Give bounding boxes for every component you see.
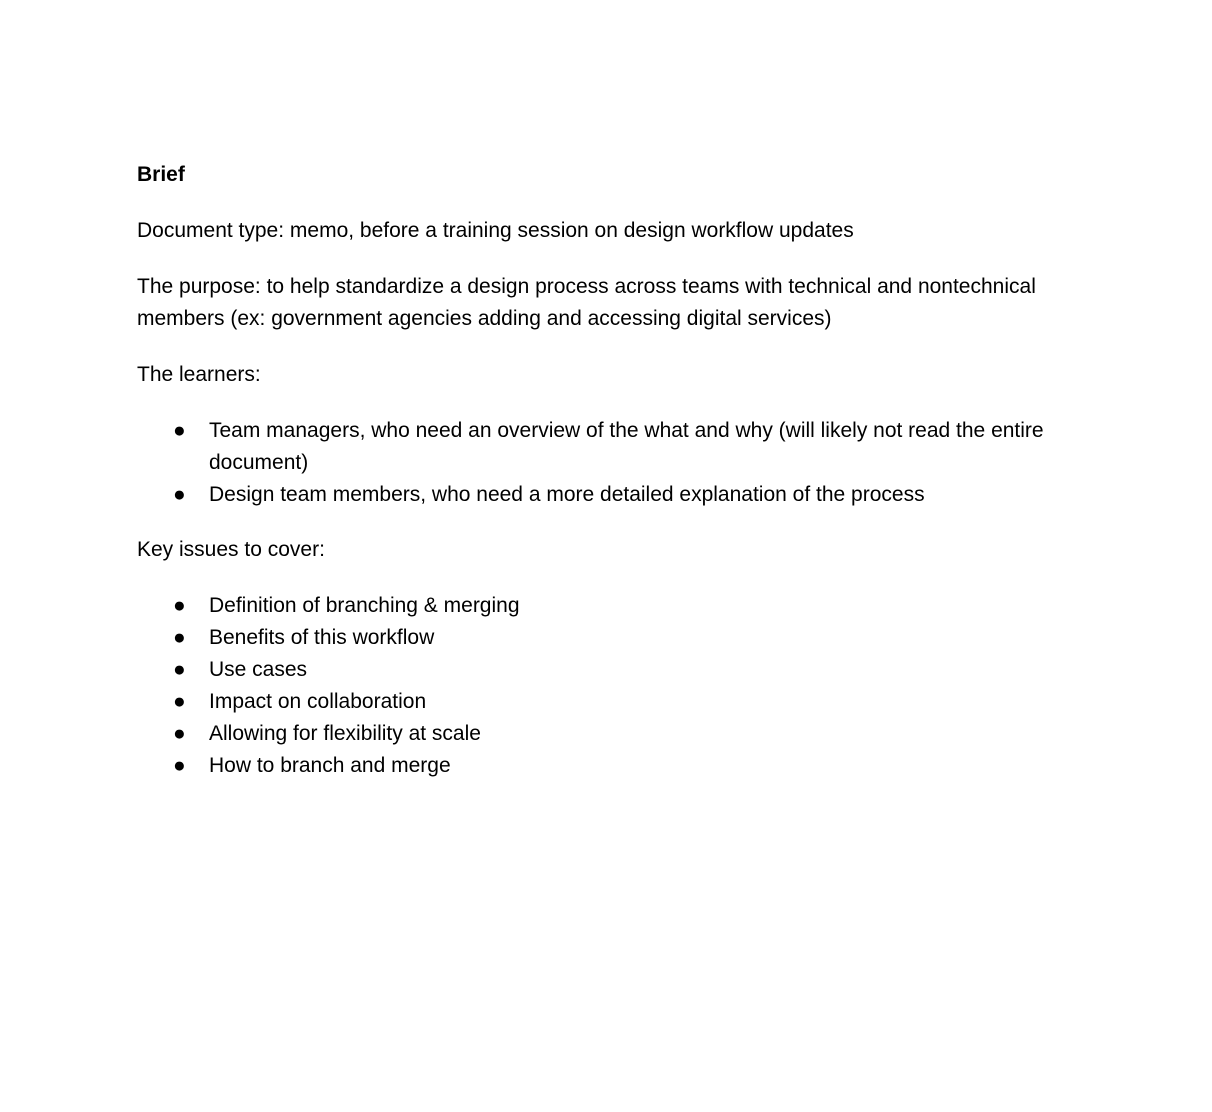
list-item-text: Use cases [209,658,308,681]
list-item [137,415,1057,479]
list-item-text: Design team members, who need a more detailed explanation of the process [209,483,925,506]
list-item-text: Benefits of this workflow [209,626,435,649]
bullet-icon: ● [173,483,186,506]
issues-heading: Key issues to cover: [137,538,325,561]
list-item [137,686,1057,718]
list-item-text: Definition of branching & merging [209,594,520,617]
list-item-text: How to branch and merge [209,754,451,777]
list-item [137,590,1057,622]
bullet-icon: ● [173,722,186,745]
list-item [137,622,1057,654]
list-item [137,479,1057,511]
brief-heading: Brief [137,163,185,186]
list-item-text: Allowing for flexibility at scale [209,722,481,745]
learners-heading: The learners: [137,363,261,386]
bullet-icon: ● [173,658,186,681]
list-item-text: Team managers, who need an overview of the what and why (will likely not read the entire document) [209,419,1044,474]
bullet-icon: ● [173,419,186,442]
list-item-text: Impact on collaboration [209,690,427,713]
bullet-icon: ● [173,626,186,649]
bullet-icon: ● [173,690,186,713]
learners-list [137,415,1057,511]
bullet-icon: ● [173,594,186,617]
document-type-paragraph: Document type: memo, before a training session on design workflow updates [137,219,854,242]
list-item [137,750,1057,782]
list-item [137,718,1057,750]
issues-list [137,590,1057,782]
document-page [137,159,1057,805]
purpose-paragraph: The purpose: to help standardize a design process across teams with technical and nontechnical members (ex: government agencies adding and accessing digital services) [137,275,1036,330]
bullet-icon: ● [173,754,186,777]
list-item [137,654,1057,686]
